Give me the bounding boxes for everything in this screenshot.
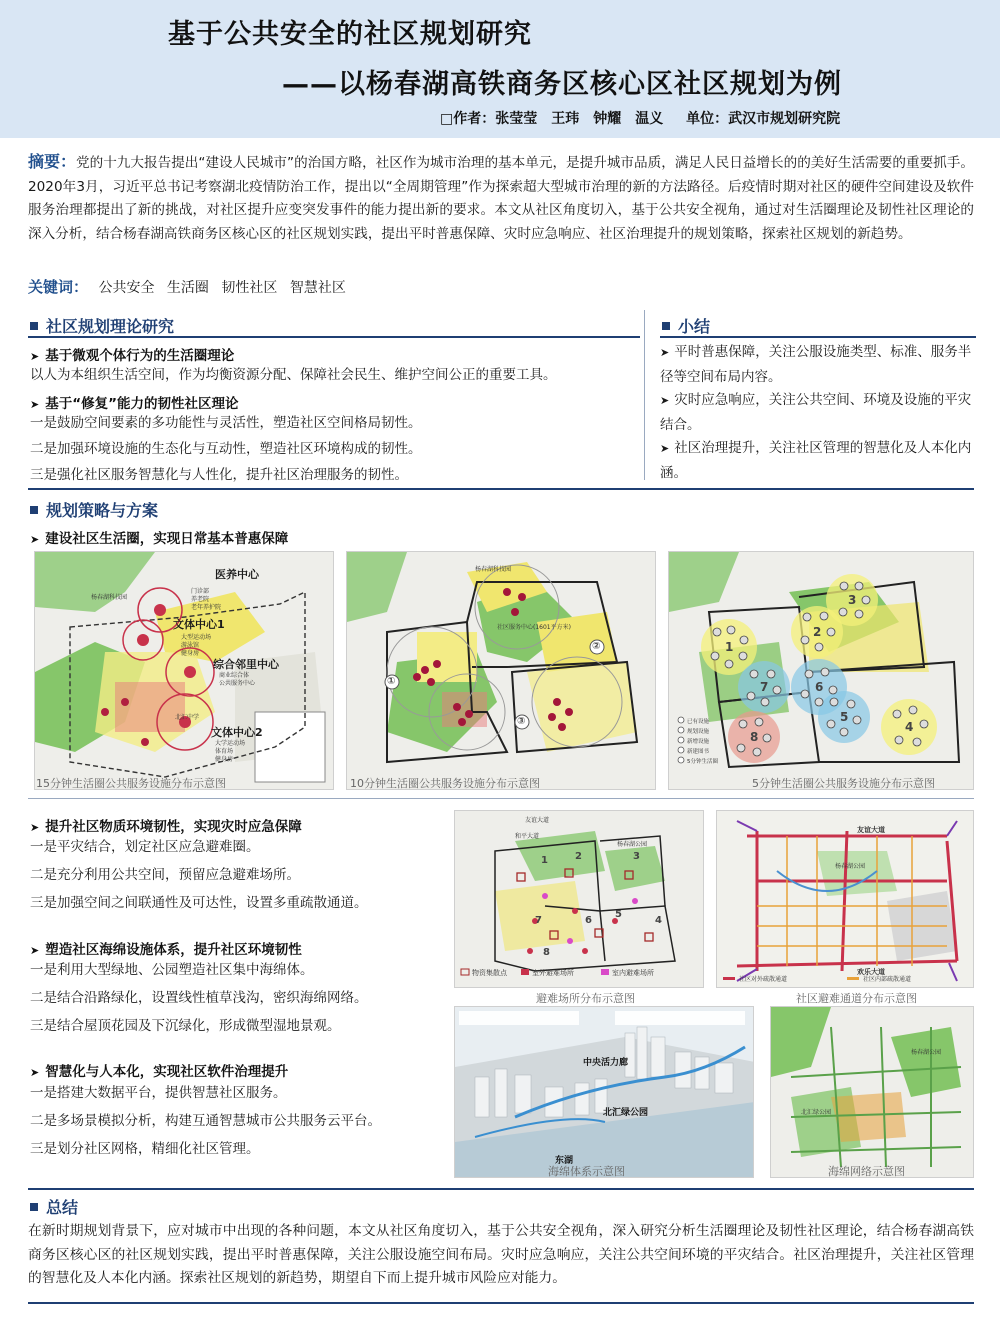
map-label: 4 bbox=[905, 720, 914, 734]
strategy-sub4-text: 智慧化与人本化，实现社区软件治理提升 bbox=[45, 1064, 289, 1080]
section-theory-title: 社区规划理论研究 bbox=[46, 317, 175, 336]
section-divider bbox=[28, 1188, 974, 1190]
legend-item: 规划设施 bbox=[687, 729, 710, 735]
map-label: 6 bbox=[815, 680, 824, 694]
square-bullet-icon bbox=[30, 506, 38, 514]
map-label: 3 bbox=[633, 851, 640, 862]
section-divider bbox=[28, 488, 974, 490]
unit-label: 单位：武汉市规划研究院 bbox=[686, 111, 841, 127]
section-divider bbox=[28, 798, 974, 799]
map-note: 老年养护院 bbox=[191, 604, 222, 611]
keywords-label: 关键词： bbox=[28, 278, 89, 296]
map-label: 5 bbox=[615, 909, 622, 920]
theory-sub2 bbox=[30, 392, 238, 412]
arrow-right-icon: ➤ bbox=[30, 350, 40, 363]
map-note: 公共服务中心 bbox=[219, 680, 256, 687]
strategy-p2b: 二是充分利用公共空间，预留应急避难场所。 bbox=[30, 867, 300, 883]
keywords bbox=[28, 276, 354, 297]
section-strategy-title: 规划策略与方案 bbox=[46, 501, 159, 520]
map-label: ① bbox=[387, 676, 396, 687]
theory-sub1-text: 基于微观个体行为的生活圈理论 bbox=[45, 348, 235, 364]
strategy-sub1 bbox=[30, 527, 288, 547]
map-note: 杨春湖科技园 bbox=[91, 594, 128, 601]
map-evacuation bbox=[717, 811, 974, 988]
abstract bbox=[28, 150, 974, 246]
theory-sub2-text: 基于“修复”能力的韧性社区理论 bbox=[45, 396, 239, 412]
map-legend bbox=[687, 717, 718, 767]
keyword-item: 生活圈 bbox=[166, 280, 209, 296]
map-label: 5 bbox=[840, 710, 849, 724]
column-separator bbox=[644, 310, 645, 480]
abstract-text: 党的十九大报告提出“建设人民城市”的治国方略，社区作为城市治理的基本单元，是提升城市品质，满足人民日益增长的的美好生活需要的重要抓手。2020年3月，习近平总书记考察湖北疫情防治工作，提出以“全周期管理”作为探索超大型城市治理的新的方法路径。后疫情时期对社区的硬件空间建设及软件服务治理都提出了新的挑战，对社区提升应变突发事件的能力提出新的要求。本文从社区角度切入，基于公共安全视角，通过对生活圈理论及韧性社区理论的深入分析，结合杨春湖高铁商务区核心区的社区规划实践，提出平时普惠保障、灾时应急响应、社区治理提升的规划策略，探索社区规划的新趋势。 bbox=[28, 155, 974, 242]
theory-p2: 一是鼓励空间要素的多功能性与灵活性，塑造社区空间格局韧性。 bbox=[30, 415, 422, 431]
legend-item: 物资集散点 bbox=[472, 969, 507, 977]
authors-label: □作者：张莹莹 王玮 钟耀 温义 bbox=[440, 111, 664, 127]
square-bullet-icon bbox=[30, 322, 38, 330]
map-label: 8 bbox=[750, 730, 759, 744]
theory-p3: 二是加强环境设施的生态化与互动性，塑造社区环境构成的韧性。 bbox=[30, 441, 422, 457]
map-label: 医养中心 bbox=[215, 568, 259, 581]
arrow-right-icon: ➤ bbox=[30, 944, 40, 957]
strategy-sub1-text: 建设社区生活圈，实现日常基本普惠保障 bbox=[45, 531, 289, 547]
arrow-right-icon: ➤ bbox=[30, 533, 40, 546]
map-note: 友谊大道 bbox=[525, 817, 550, 824]
strategy-sub3 bbox=[30, 938, 302, 958]
theory-sub1 bbox=[30, 344, 234, 364]
strategy-p3a: 一是利用大型绿地、公园塑造社区集中海绵体。 bbox=[30, 962, 314, 978]
authors bbox=[440, 108, 858, 128]
map-label: 东湖 bbox=[555, 1156, 574, 1166]
legend-item: 社区内部疏散通道 bbox=[863, 976, 912, 983]
map-shelter bbox=[455, 811, 704, 988]
map-sponge-network bbox=[771, 1007, 974, 1178]
map-label: 8 bbox=[543, 947, 550, 958]
map-label: 4 bbox=[655, 915, 662, 926]
map-note: 健身房 bbox=[181, 650, 200, 657]
map-label: 7 bbox=[535, 915, 542, 926]
section-summary-title: 小结 bbox=[678, 317, 711, 336]
arrow-right-icon: ➤ bbox=[660, 394, 670, 407]
figure-10min bbox=[346, 551, 656, 790]
title-line1: 基于公共安全的社区规划研究 bbox=[168, 19, 532, 50]
map-note: 杨春湖公园 bbox=[835, 863, 866, 870]
theory-p4: 三是强化社区服务智慧化与人性化，提升社区治理服务的韧性。 bbox=[30, 467, 408, 483]
section-divider bbox=[660, 336, 976, 338]
arrow-right-icon: ➤ bbox=[660, 442, 670, 455]
map-note: 北汇绿公园 bbox=[801, 1109, 832, 1116]
strategy-p3c: 三是结合屋顶花园及下沉绿化，形成微型湿地景观。 bbox=[30, 1018, 341, 1034]
strategy-p2c: 三是加强空间之间联通性及可达性，设置多重疏散通道。 bbox=[30, 895, 368, 911]
section-conclusion-heading bbox=[30, 1195, 78, 1218]
strategy-p4a: 一是搭建大数据平台，提供智慧社区服务。 bbox=[30, 1085, 287, 1101]
map-10min bbox=[347, 552, 656, 790]
legend-item: 已有设施 bbox=[687, 719, 710, 725]
strategy-p4c: 三是划分社区网格，精细化社区管理。 bbox=[30, 1141, 260, 1157]
conclusion-text: 在新时期规划背景下，应对城市中出现的各种问题，本文从社区角度切入，基于公共安全视角，深入研究分析生活圈理论及韧性社区理论，结合杨春湖高铁商务区核心区的社区规划实践，提出平时普惠保障，关注公服设施空间布局。灾时应急响应，关注公共空间环境的平灾结合。社区治理提升，关注社区管理的智慧化及人本化内涵。探索社区规划的新趋势，期望自下而上提升城市风险应对能力。 bbox=[28, 1223, 974, 1286]
keyword-item: 公共安全 bbox=[98, 280, 155, 296]
map-note: 健身房 bbox=[215, 756, 234, 763]
map-note: 大学运动场 bbox=[215, 740, 246, 747]
legend-item: 室外避难场所 bbox=[532, 969, 574, 977]
map-label: 文体中心2 bbox=[211, 726, 263, 739]
map-note: 养老院 bbox=[191, 596, 210, 603]
section-theory-heading bbox=[30, 314, 174, 337]
summary-item bbox=[660, 436, 980, 485]
bottom-divider bbox=[28, 1302, 974, 1304]
map-label: 7 bbox=[760, 680, 769, 694]
map-15min bbox=[35, 552, 334, 790]
map-note: 和平大道 bbox=[515, 833, 540, 840]
abstract-label: 摘要： bbox=[28, 152, 77, 171]
section-divider bbox=[28, 336, 640, 338]
map-label: 中央活力廊 bbox=[583, 1058, 629, 1068]
figure-caption: 15分钟生活圈公共服务设施分布示意图 bbox=[36, 777, 226, 790]
map-label: 3 bbox=[848, 593, 857, 607]
theory-p1: 以人为本组织生活空间，作为均衡资源分配、保障社会民生、维护空间公正的重要工具。 bbox=[30, 367, 557, 383]
map-label: ③ bbox=[517, 716, 526, 727]
header-banner bbox=[0, 0, 1000, 138]
legend-item: 室内避难场所 bbox=[612, 969, 654, 977]
arrow-right-icon: ➤ bbox=[660, 346, 670, 359]
arrow-right-icon: ➤ bbox=[30, 1066, 40, 1079]
map-note: 体育场 bbox=[215, 748, 234, 755]
title-line2: ——以杨春湖高铁商务区核心区社区规划为例 bbox=[282, 69, 842, 100]
summary-item bbox=[660, 340, 980, 389]
figure-sponge-network bbox=[770, 1006, 974, 1178]
map-label: 2 bbox=[813, 625, 822, 639]
figure-caption: 5分钟生活圈公共服务设施分布示意图 bbox=[752, 777, 935, 790]
map-note: 友谊大道 bbox=[857, 826, 885, 834]
map-label: 北汇绿公园 bbox=[603, 1108, 649, 1118]
map-note: 杨春湖科技园 bbox=[475, 566, 512, 573]
summary-item-text: 灾时应急响应，关注公共空间、环境及设施的平灾结合。 bbox=[660, 392, 972, 433]
figure-evacuation bbox=[716, 810, 974, 988]
map-note: 北汇中学 bbox=[175, 714, 200, 721]
map-note: 杨春湖公园 bbox=[911, 1049, 942, 1056]
section-strategy-heading bbox=[30, 498, 158, 521]
figure-caption: 社区避难通道分布示意图 bbox=[796, 992, 917, 1005]
figure-caption: 海绵网络示意图 bbox=[828, 1165, 905, 1178]
summary-item-text: 平时普惠保障，关注公服设施类型、标准、服务半径等空间布局内容。 bbox=[660, 344, 972, 385]
strategy-sub2 bbox=[30, 815, 302, 835]
map-label: 1 bbox=[541, 855, 548, 866]
figure-15min bbox=[34, 551, 334, 790]
strategy-p3b: 二是结合沿路绿化，设置线性植草浅沟，密织海绵网络。 bbox=[30, 990, 368, 1006]
map-sponge-3d bbox=[455, 1007, 754, 1178]
map-label: ② bbox=[592, 641, 601, 652]
map-note: 商业综合体 bbox=[219, 672, 250, 679]
strategy-p4b: 二是多场景模拟分析，构建互通智慧城市公共服务云平台。 bbox=[30, 1113, 381, 1129]
legend-item: 新增设施 bbox=[687, 739, 710, 745]
strategy-p2a: 一是平灾结合，划定社区应急避难圈。 bbox=[30, 839, 260, 855]
map-note: 门诊部 bbox=[191, 588, 210, 595]
square-bullet-icon bbox=[662, 322, 670, 330]
map-label: 6 bbox=[585, 915, 592, 926]
legend-item: 新建图书 bbox=[687, 749, 710, 755]
strategy-sub4 bbox=[30, 1060, 288, 1080]
arrow-right-icon: ➤ bbox=[30, 821, 40, 834]
legend-item: 5分钟生活圈 bbox=[687, 759, 718, 765]
keyword-item: 韧性社区 bbox=[221, 280, 278, 296]
figure-5min bbox=[668, 551, 974, 790]
map-note: 杨春湖公园 bbox=[617, 841, 648, 848]
strategy-sub3-text: 塑造社区海绵设施体系，提升社区环境韧性 bbox=[45, 942, 302, 958]
summary-item bbox=[660, 388, 980, 437]
figure-caption: 避难场所分布示意图 bbox=[536, 992, 635, 1005]
figure-shelter bbox=[454, 810, 704, 988]
keyword-item: 智慧社区 bbox=[289, 280, 346, 296]
summary-item-text: 社区治理提升，关注社区管理的智慧化及人本化内涵。 bbox=[660, 440, 972, 481]
map-note: 大型运动场 bbox=[181, 634, 212, 641]
figure-caption: 10分钟生活圈公共服务设施分布示意图 bbox=[350, 777, 540, 790]
strategy-sub2-text: 提升社区物质环境韧性，实现灾时应急保障 bbox=[45, 819, 302, 835]
map-label: 综合邻里中心 bbox=[213, 658, 279, 671]
map-label: 1 bbox=[725, 640, 734, 654]
section-summary-heading bbox=[662, 314, 710, 337]
map-label: 文体中心1 bbox=[173, 618, 225, 631]
legend-item: 社区对外疏散通道 bbox=[739, 976, 788, 983]
square-bullet-icon bbox=[30, 1203, 38, 1211]
map-note: 游泳馆 bbox=[181, 642, 200, 649]
map-label: 2 bbox=[575, 851, 582, 862]
figure-sponge-system bbox=[454, 1006, 754, 1178]
arrow-right-icon: ➤ bbox=[30, 398, 40, 411]
map-note: 社区服务中心(1601平方米) bbox=[497, 624, 571, 631]
map-note: 欢乐大道 bbox=[857, 968, 885, 976]
section-conclusion-title: 总结 bbox=[46, 1198, 79, 1217]
figure-caption: 海绵体系示意图 bbox=[548, 1165, 625, 1178]
